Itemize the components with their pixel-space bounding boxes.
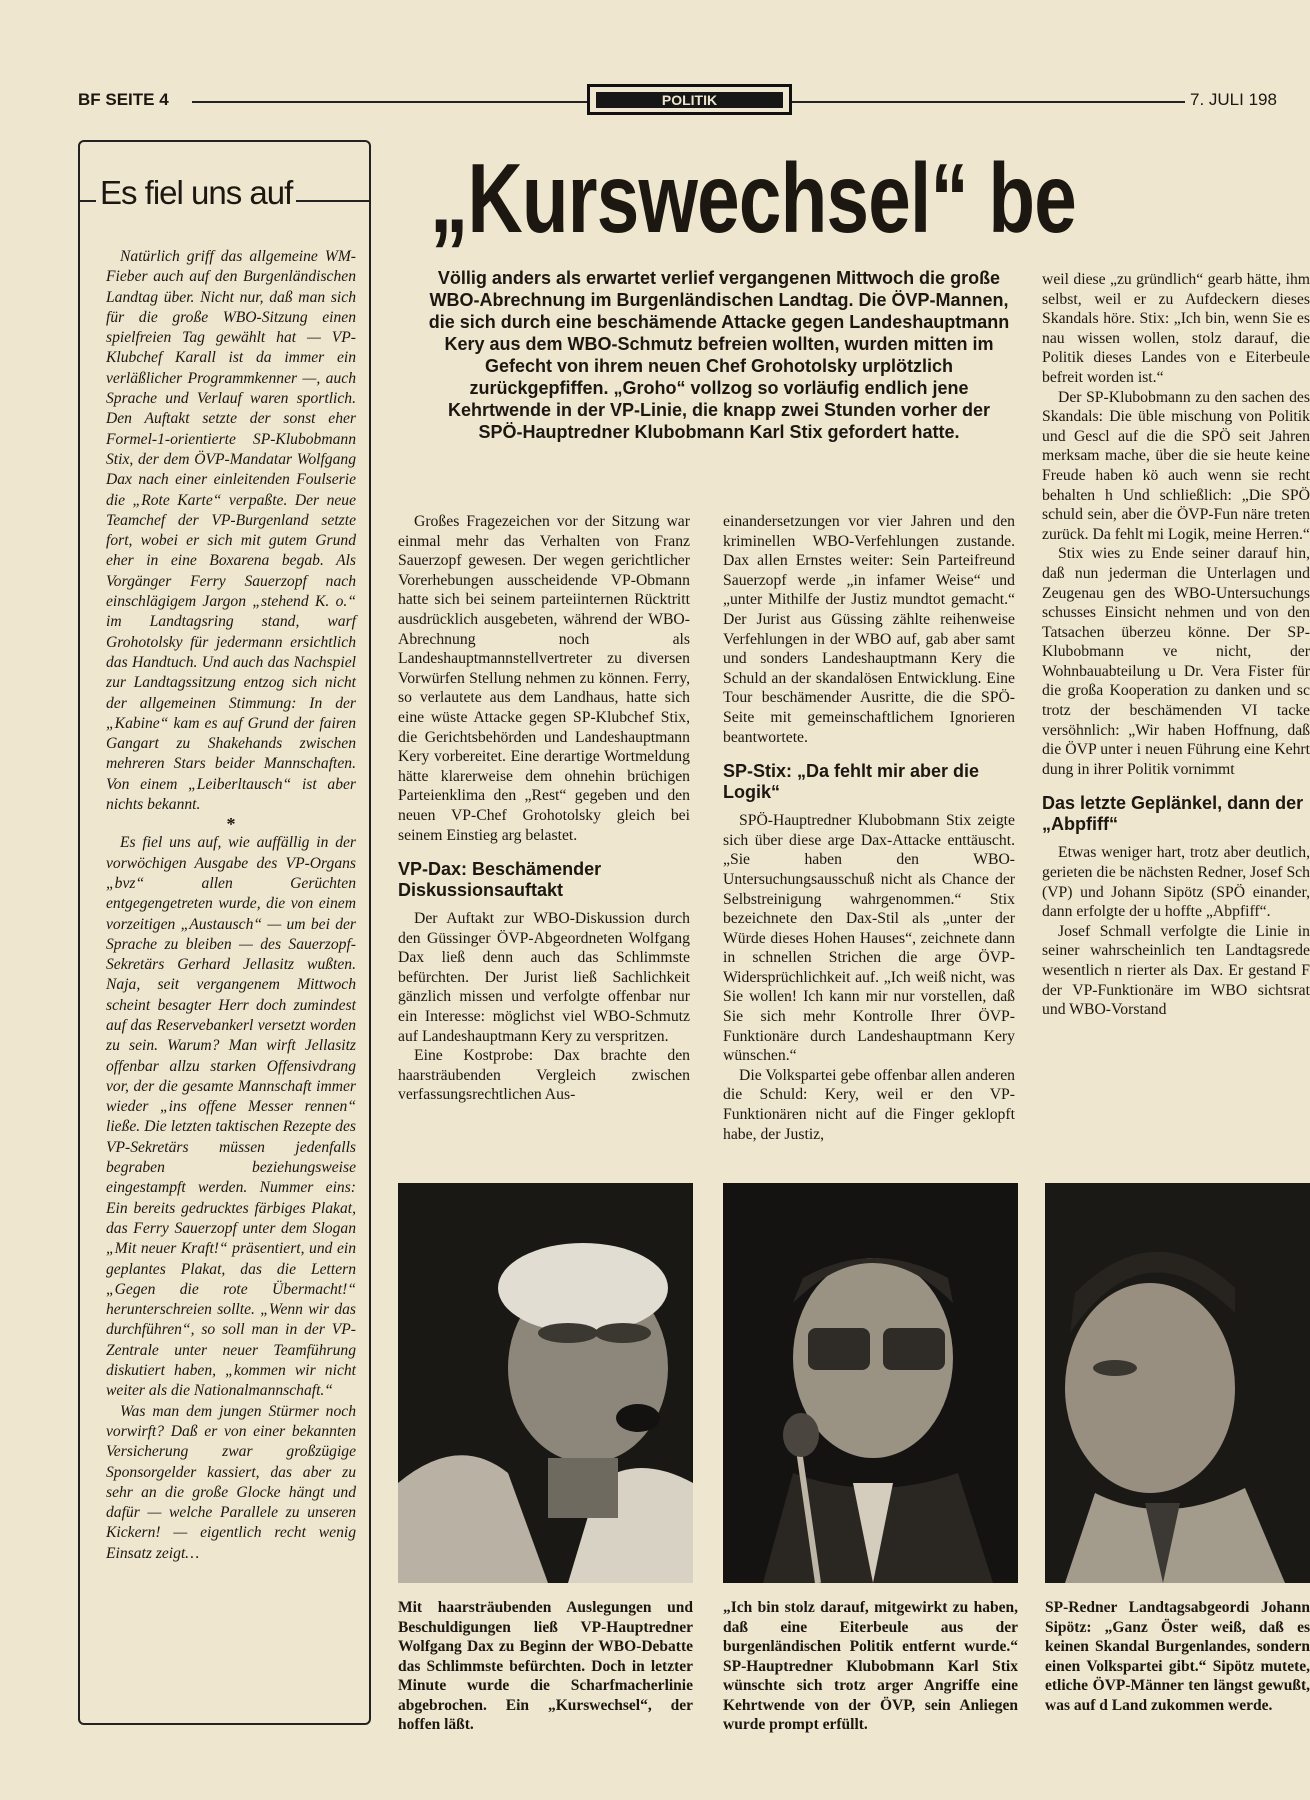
header-rule-right — [792, 101, 1185, 103]
body-paragraph: Josef Schmall verfolgte die Linie in seiner wahrscheinlich ten Landtagsrede wesentlich n rierter als Dax. Er gestand F der VP-Funktionäre im WBO sichtsrat und WBO-Vorstand — [1042, 922, 1310, 1019]
photo-caption-1: Mit haarsträubenden Auslegungen und Beschuldigungen ließ VP-Hauptredner Wolfgang Dax zu Beginn der WBO-Debatte das Schlimmste befürchten. Doch in letzter Minute wurde die Scharfmacherlinie abgebrochen. Ein „Kurswechsel“, der hoffen läßt. — [398, 1599, 693, 1733]
section-label-text: POLITIK — [596, 92, 783, 108]
sidebar-separator: * — [226, 814, 236, 835]
body-paragraph: SPÖ-Hauptredner Klubobmann Stix zeigte sich über diese arge Dax-Attacke enttäuscht. „Sie haben den WBO-Untersuchungsausschuß nicht als Chance der Selbstreinigung wahrgenommen.“ Stix bezeichnete den Dax-Stil als „unter der Würde dieses Hohen Hauses“, zeichnete dann in schnellen Strichen die arge ÖVP-Widersprüchlichkeit auf. „Ich weiß nicht, was Sie wollen! Ich kann mir nur vorstellen, daß Sie sich mehr Kontrolle Ihrer ÖVP-Funktionäre durch Landeshauptmann Kery wünschen.“ — [723, 812, 1015, 1065]
sidebar-paragraph: Es fiel uns auf, wie auffällig in der vorwöchigen Ausgabe des VP-Organs „bvz“ allen Gerüchten entgegengetreten wurde, die von einem vorzeitigen „Austausch“ — um bei der Sprache zu bleiben — des Sauerzopf-Sekretärs Gerhard Jellasitz wußten. Naja, seit vergangenem Mittwoch scheint besagter Herr doch zumindest auf das Reservebankerl versetzt worden zu sein. Warum? Man wirft Jellasitz offenbar allzu starken Offensivdrang vor, der die gesamte Mannschaft immer wieder „ins offene Messer rennen“ ließe. Die letzten taktischen Rezepte des VP-Sekretärs müssen jedenfalls begraben beziehungsweise eingestampft werden. Nummer eins: Ein bereits gedrucktes färbiges Plakat, das Ferry Sauerzopf unter dem Slogan „Mit neuer Kraft!“ präsentiert, und ein geplantes Plakat, das die Lettern „Gegen die rote Übermacht!“ herunterschreien sollte. „Wenn wir das durchführen“, so soll man in der VP-Zentrale unter neuer Teamführung diskutiert haben, „kommen wir nicht weiter als die Nationalmannschaft.“ — [106, 834, 356, 1400]
body-paragraph: Eine Kostprobe: Dax brachte den haarsträubenden Vergleich zwischen verfassungsrechtlichen Aus- — [398, 1047, 690, 1104]
body-paragraph: weil diese „zu gründlich“ gearb hätte, ihm selbst, weil er zu Aufdeckern dieses Skandals höre. Stix: „Ich bin, wenn Sie es nau wissen wollen, stolz darauf, die Politik dieses Landes von e Eiterbeule befreit worden ist.“ — [1042, 271, 1310, 386]
body-paragraph: Stix wies zu Ende seiner darauf hin, daß nun jederman die Unterlagen und Zeugenau gen des WBO-Untersuchungs schusses Einsicht nehmen und von den Tatsachen überzeu könne. Der SP-Klubobmann ve nicht, der Wohnbauabteilung u Dr. Vera Fister für die großa Kooperation zu danken und sc trotz der beschämenden VI tacke versöhnlich: „Wir haben Hoffnung, daß die ÖVP unter i neuen Führung eine Kehrt dung in ihrer Politik vornimmt — [1042, 545, 1310, 778]
sidebar-box — [78, 140, 371, 1725]
article-column-1 — [398, 512, 690, 1164]
body-paragraph: Etwas weniger hart, trotz aber deutlich, gerieten die be nächsten Redner, Josef Sch (VP) und Johann Sipötz (SPÖ einander, dann erfolgte der u hoffte „Abpfiff“. — [1042, 844, 1310, 921]
headline: „Kurswechsel“ be — [430, 143, 1076, 253]
photo-wolfgang-dax — [398, 1183, 693, 1583]
sidebar-body — [106, 247, 356, 1564]
subheading: VP-Dax: Beschämender Diskussionsauftakt — [398, 859, 602, 901]
sidebar-title: Es fiel uns auf — [96, 174, 296, 212]
body-paragraph: Großes Fragezeichen vor der Sitzung war einmal mehr das Verhalten von Franz Sauerzopf gewesen. Der wegen gerichtlicher Vorerhebungen ausscheidende VP-Obmann hatte sich bei seinem parteiinternen Rücktritt ausdrücklich ausgebeten, während der WBO-Abrechnung noch als Landeshauptmannstellvertreter zu diversen Vorwürfen Stellung nehmen zu können. Ferry, so verlautete aus dem Landhaus, hatte sich eine wüste Attacke gegen SP-Klubchef Stix, die Gerichtsbehörden und Landeshauptmann Kery vorbereitet. Eine derartige Wortmeldung hätte klarerweise dem ohnehin brüchigen Parteienklima den „Rest“ gegeben und den neuen VP-Chef Grohotolsky gleich bei seinem Einstieg arg belastet. — [398, 513, 690, 844]
photo-johann-sipoetz — [1045, 1183, 1310, 1583]
subheading: Das letzte Geplänkel, dann der „Abpfiff“ — [1042, 793, 1304, 835]
header-rule-left — [192, 101, 587, 103]
body-paragraph: einandersetzungen vor vier Jahren und den kriminellen WBO-Verfehlungen zustande. Dax allen Ernstes weiter: Sein Parteifreund Sauerzopf werde „in infamer Weise“ und „unter Mithilfe der Justiz mundtot gemacht.“ Der Jurist aus Güssing zählte reihenweise Verfehlungen in der WBO auf, gab aber samt und sonders Landeshauptmann Kery die Schuld an der skandalösen Entwicklung. Eine Tour beschämender Ausritte, die die SPÖ-Seite mit gemeinschaftlichem Ignorieren beantwortete. — [723, 513, 1015, 746]
photo-caption-3: SP-Redner Landtagsabgeordi Johann Sipötz: „Ganz Öster weiß, daß es keinen Skandal Burgenlandes, sondern einen Volkspartei gibt.“ Sipötz mutete, etliche ÖVP-Männer ten längst gewußt, was auf d Land zukommen werde. — [1045, 1599, 1310, 1714]
subheading: SP-Stix: „Da fehlt mir aber die Logik“ — [723, 761, 980, 803]
photo-karl-stix — [723, 1183, 1018, 1583]
article-column-3 — [1042, 270, 1310, 1165]
sidebar-paragraph: Was man dem jungen Stürmer noch vorwirft? Daß er von einer bekannten Versicherung zwar großzügige Sponsorgelder kassiert, das aber zu sehr an die große Glocke hängt und dafür — welche Parallele zu unseren Kickern! — eigentlich recht wenig Einsatz zeigt… — [106, 1402, 356, 1562]
body-paragraph: Der Auftakt zur WBO-Diskussion durch den Güssinger ÖVP-Abgeordneten Wolfgang Dax ließ denn auch das Schlimmste befürchten. Der Jurist ließ Sachlichkeit gänzlich missen und verfolgte offenbar nur ein Interesse: möglichst viel WBO-Schmutz auf Landeshauptmann Kery zu verspritzen. — [398, 910, 690, 1045]
sidebar-paragraph: Natürlich griff das allgemeine WM-Fieber auch auf den Burgenländischen Landtag über. Nicht nur, daß man sich für die große WBO-Sitzung einen spielfreien Tag gewählt hat — VP-Klubchef Karall ist da immer ein verläßlicher Programmkenner —, auch Sprache und Verlauf waren sportlich. Den Auftakt setzte der sonst eher Formel-1-orientierte SP-Klubobmann Stix, der dem ÖVP-Mandatar Wolfgang Dax nach einer einleitenden Foulserie die „Rote Karte“ verpaßte. Der neue Teamchef der VP-Burgenland setzte fort, wobei er sich mit gutem Grund eher in eine Boxarena begab. Als Vorgänger Ferry Sauerzopf nach einschlägigem Jargon „stehend K. o.“ im Landtagsring stand, warf Grohotolsky für jedermann ersichtlich das Handtuch. Und auch das Nachspiel zur Landtagssitzung entzog sich nicht der allgemeinen Stimmung: In der „Kabine“ kam es auf Grund der fairen Gangart zu Shakehands zwischen mehreren Stars beider Mannschaften. Von einem „Leiberltausch“ ist aber nichts bekannt. — [106, 248, 356, 814]
photo-caption-2: „Ich bin stolz darauf, mitgewirkt zu haben, daß eine Eiterbeule aus der burgenländischen Politik entfernt wurde.“ SP-Hauptredner Klubobmann Karl Stix wünschte sich trotz arger Angriffe eine Kehrtwende von der ÖVP, sein Anliegen wurde prompt erfüllt. — [723, 1599, 1018, 1733]
issue-date: 7. JULI 198 — [1190, 90, 1277, 109]
body-paragraph: Die Volkspartei gebe offenbar allen anderen die Schuld: Kery, weil er den VP-Funktionären nicht auf die Finger geklopft habe, der Justiz, — [723, 1066, 1015, 1143]
section-label — [587, 84, 792, 115]
lead-paragraph: Völlig anders als erwartet verlief vergangenen Mittwoch die große WBO-Abrechnung im Burgenländischen Landtag. Die ÖVP-Mannen, die sich durch eine beschämende Attacke gegen Landeshauptmann Kery aus dem WBO-Schmutz befreien wollten, wurden mitten im Gefecht von ihrem neuen Chef Grohotolsky urplötzlich zurückgepfiffen. „Groho“ vollzog so vorläufig endlich jene Kehrtwende in der VP-Linie, die knapp zwei Stunden vorher der SPÖ-Hauptredner Klubobmann Karl Stix gefordert hatte. — [428, 268, 1010, 442]
article-column-2 — [723, 512, 1015, 1164]
page-number: BF SEITE 4 — [78, 90, 169, 109]
body-paragraph: Der SP-Klubobmann zu den sachen des Skandals: Die üble mischung von Politik und Gescl auf die die SPÖ seit Jahren merksam mache, über die sie heute keine Freude haben kö auch wenn sie recht behalten h Und schließlich: „Die SPÖ schuld sein, aber die ÖVP-Fun näre treten zurück. Da fehlt mi Logik, meine Herren.“ — [1042, 388, 1310, 543]
